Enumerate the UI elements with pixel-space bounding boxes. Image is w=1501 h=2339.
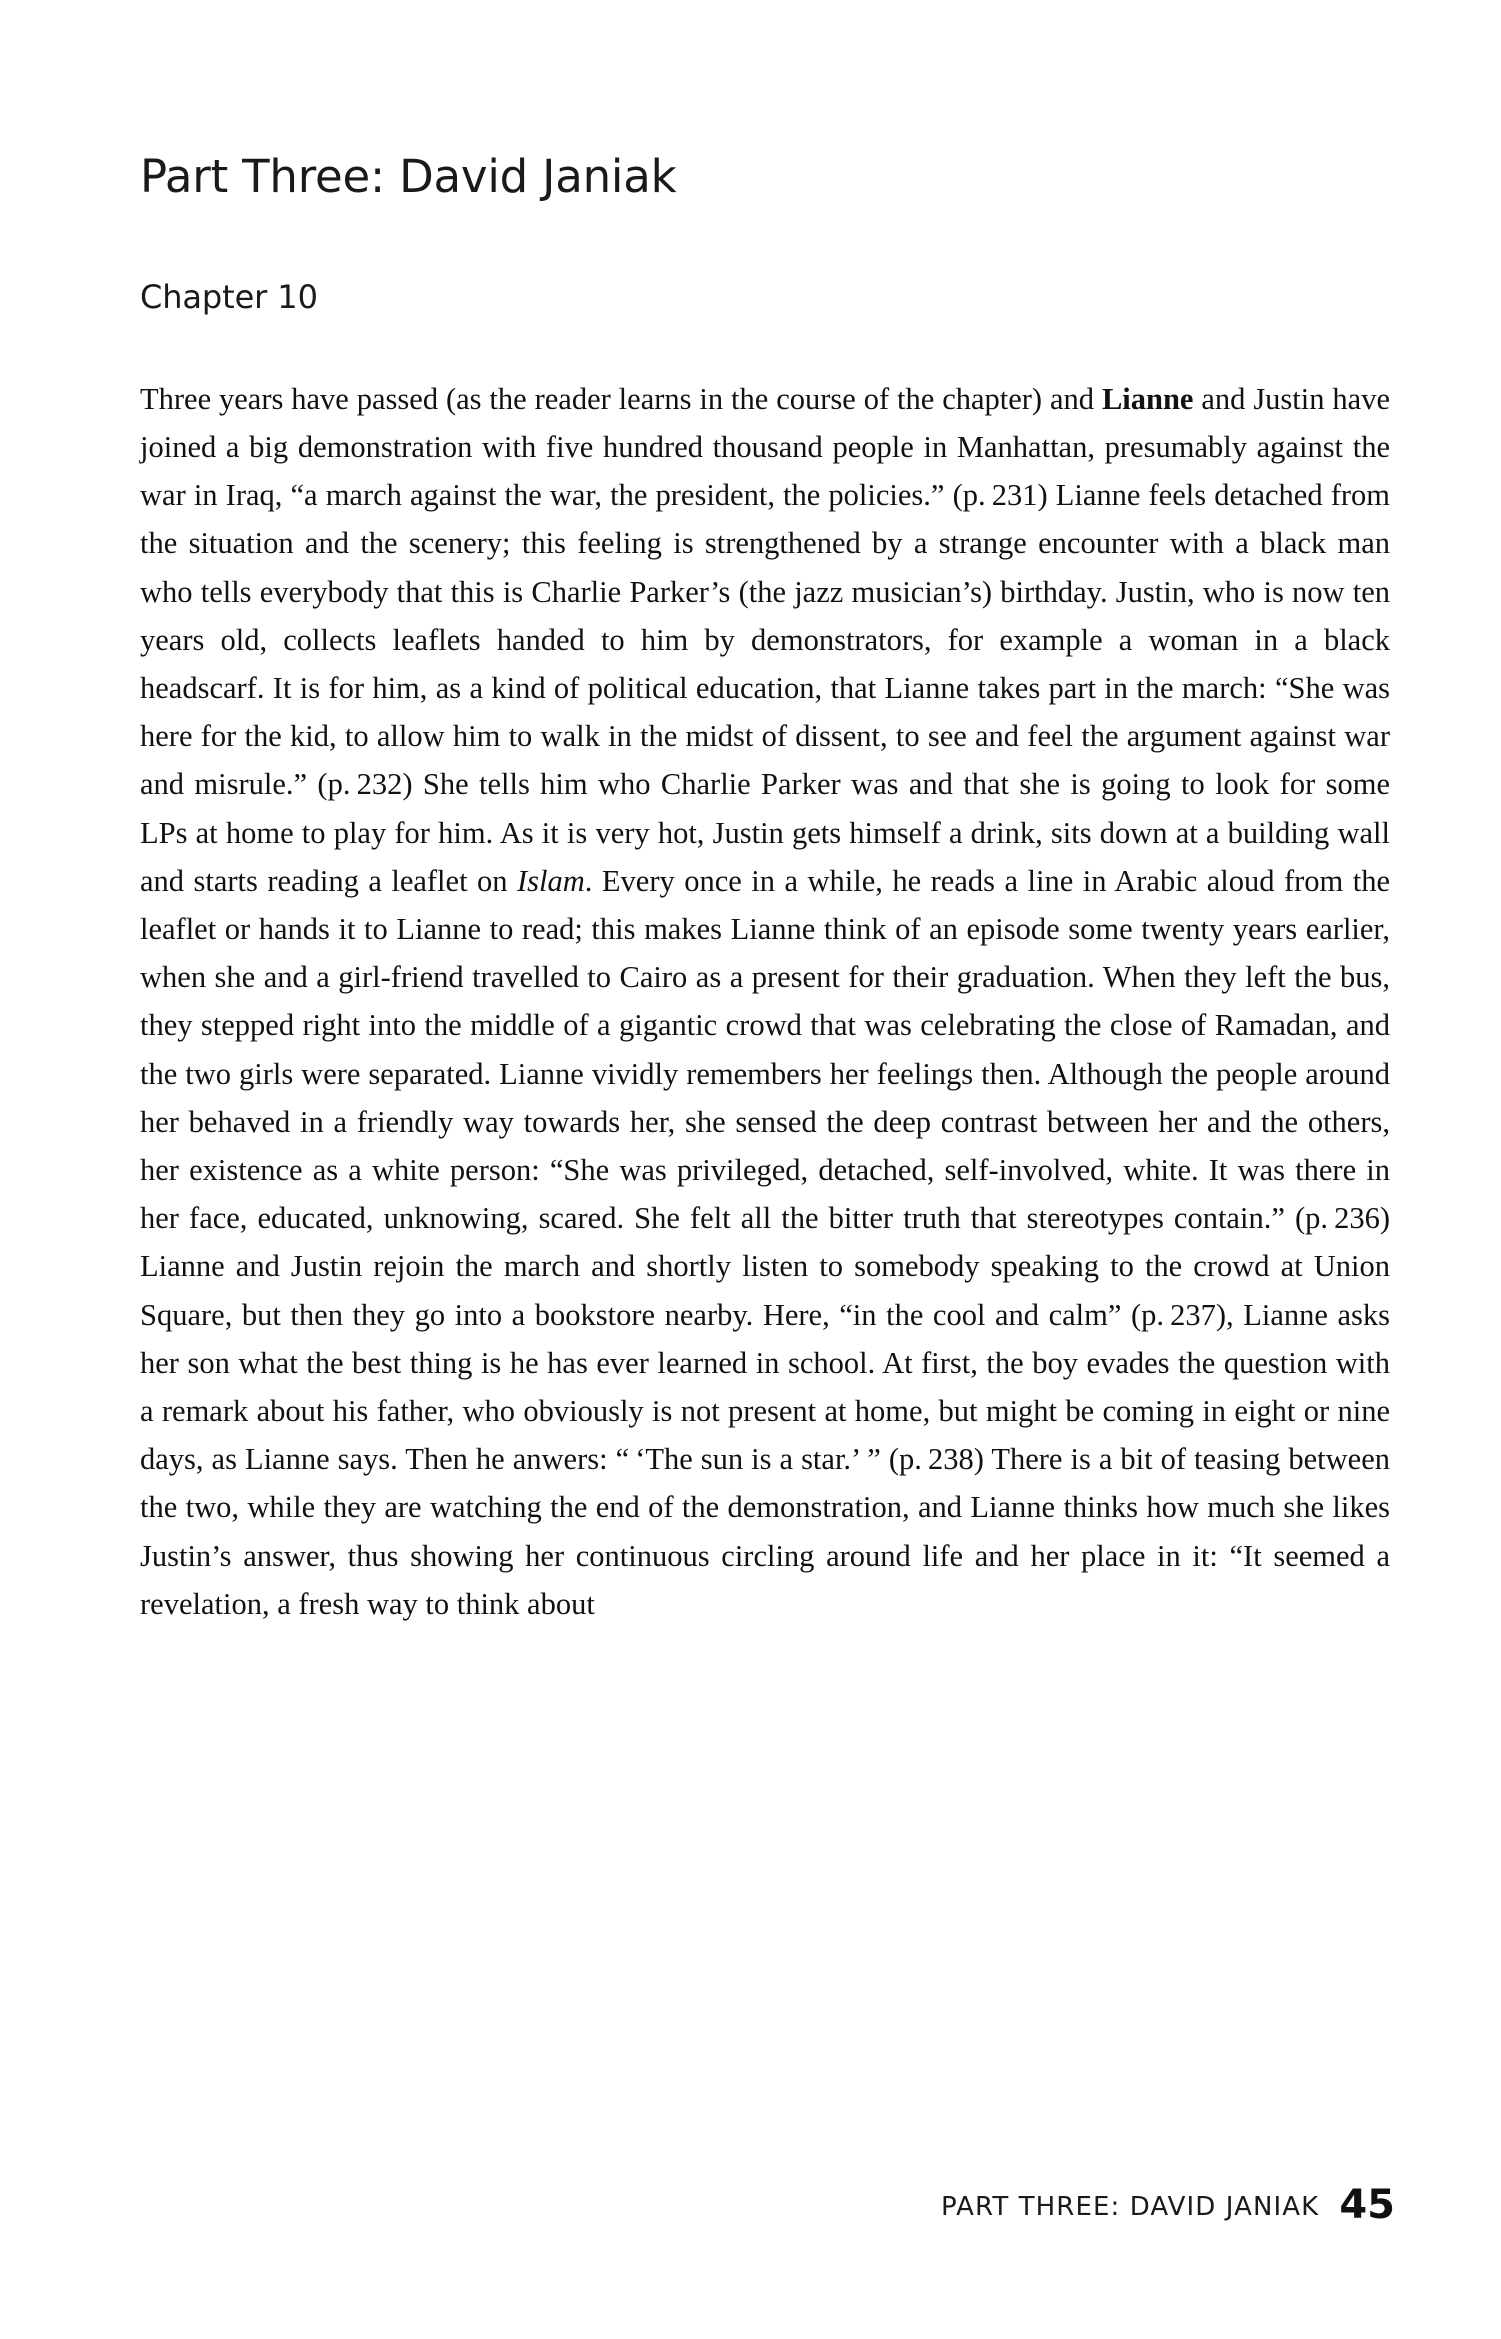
part-title: Part Three: David Janiak bbox=[140, 150, 677, 203]
emphasis-bold: Lianne bbox=[1101, 381, 1194, 416]
body-paragraph: Three years have passed (as the reader learns in the course of the chapter) and Lianne and Justin have joined a big demonstration with five hundred thousand people in Manhattan, presumably against the war in Iraq, “a march against the war, the president, the policies.” (p. 231) Lianne feels detached from the situation and the scenery; this feeling is strengthened by a strange encounter with a black man who tells everybody that this is Charlie Parker’s (the jazz musician’s) birthday. Justin, who is now ten years old, collects leaflets handed to him by demonstrators, for example a woman in a black headscarf. It is for him, as a kind of political education, that Lianne takes part in the march: “She was here for the kid, to allow him to walk in the midst of dissent, to see and feel the argument against war and misrule.” (p. 232) She tells him who Charlie Parker was and that she is going to look for some LPs at home to play for him. As it is very hot, Justin gets himself a drink, sits down at a building wall and starts reading a leaflet on Islam. Every once in a while, he reads a line in Arabic aloud from the leaflet or hands it to Lianne to read; this makes Lianne think of an episode some twenty years earlier, when she and a girl-friend travelled to Cairo as a present for their graduation. When they left the bus, they stepped right into the middle of a gigantic crowd that was celebrating the close of Ramadan, and the two girls were separated. Lianne vividly remembers her feelings then. Although the people around her behaved in a friendly way towards her, she sensed the deep contrast between her and the others, her existence as a white person: “She was privileged, detached, self-involved, white. It was there in her face, educated, unknowing, scared. She felt all the bitter truth that stereotypes contain.” (p. 236) Lianne and Justin rejoin the march and shortly listen to somebody speaking to the crowd at Union Square, but then they go into a bookstore nearby. Here, “in the cool and calm” (p. 237), Lianne asks her son what the best thing is he has ever learned in school. At first, the boy evades the question with a remark about his father, who obviously is not present at home, but might be coming in eight or nine days, as Lianne says. Then he anwers: “ ‘The sun is a star.’ ” (p. 238) There is a bit of teasing between the two, while they are watching the end of the demonstration, and Lianne thinks how much she likes Justin’s answer, thus showing her continuous circling around life and her place in it: “It seemed a revelation, a fresh way to think about bbox=[140, 381, 1390, 1621]
page-footer bbox=[140, 2182, 1395, 2228]
footer-running-head: PART THREE: DAVID JANIAK bbox=[941, 2192, 1320, 2222]
page-content-column bbox=[140, 0, 1395, 2339]
emphasis-italic: Islam bbox=[517, 863, 585, 898]
chapter-title: Chapter 10 bbox=[140, 277, 318, 316]
footer-page-number: 45 bbox=[1339, 2182, 1395, 2228]
